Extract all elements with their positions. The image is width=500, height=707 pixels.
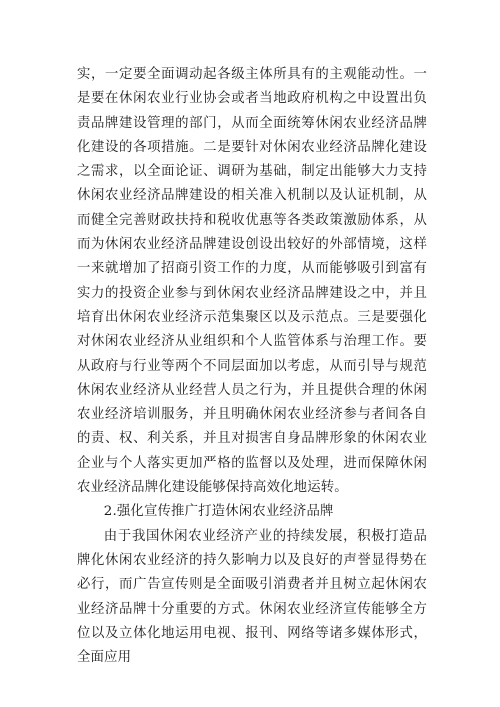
section-heading: 2.强化宣传推广打造休闲农业经济品牌 [103,504,334,520]
body-text [77,63,427,670]
paragraph-continuation: 实，一定要全面调动起各级主体所具有的主观能动性。一是要在休闲农业行业协会或者当地政府机构之中设置出负责品牌建设管理的部门，从而全面统筹休闲农业经济品牌化建设的各项措施。二是要针对休闲农业经济品牌化建设之需求，以全面论证、调研为基础，制定出能够大力支持休闲农业经济品牌建设的相关准入机制以及认证机制，从而健全完善财政扶持和税收优惠等各类政策激励体系，从而为休闲农业经济品牌建设创设出较好的外部情境，这样一来就增加了招商引资工作的力度，从而能够吸引到富有实力的投资企业参与到休闲农业经济品牌建设之中，并且培育出休闲农业经济示范集聚区以及示范点。三是要强化对休闲农业经济从业组织和个人监管体系与治理工作。要从政府与行业等两个不同层面加以考虑，从而引导与规范休闲农业经济从业经营人员之行为，并且提供合理的休闲农业经济培训服务，并且明确休闲农业经济参与者间各自的责、权、利关系，并且对损害自身品牌形象的休闲农业企业与个人落实更加严格的监督以及处理，进而保障休闲农业经济品牌化建设能够保持高效化地运转。 [77,67,427,496]
paragraph-promotion: 由于我国休闲农业经济产业的持续发展，积极打造品牌化休闲农业经济的持久影响力以及良好的声誉显得势在必行，而广告宣传则是全面吸引消费者并且树立起休闲农业经济品牌十分重要的方式。休闲农业经济宣传能够全方位以及立体化地运用电视、报刊、网络等诸多媒体形式，全面应用 [77,528,427,666]
